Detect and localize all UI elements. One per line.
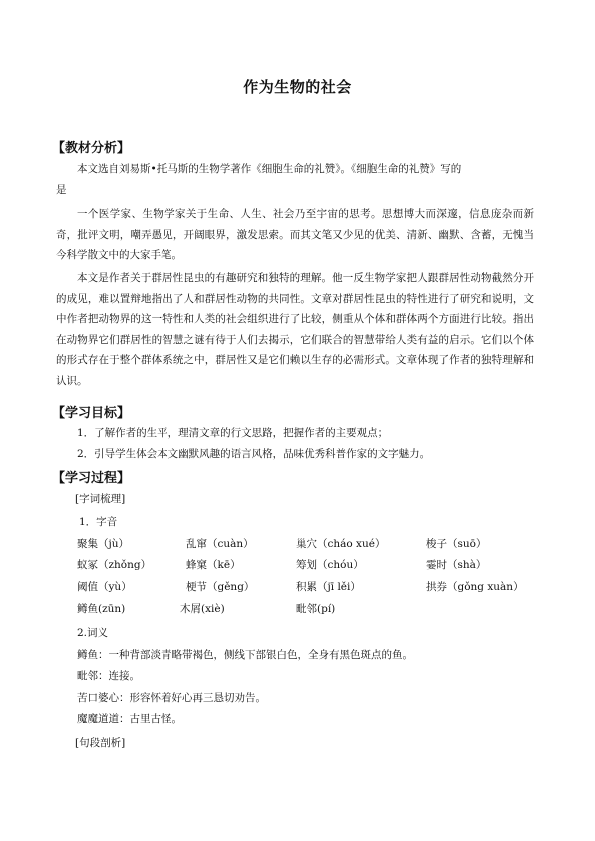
pron-item: 筹划（chóu） xyxy=(296,559,364,571)
pron-item: 积累（jī lěi） xyxy=(296,581,361,593)
pron-item: 拱券（gǒng xuàn） xyxy=(426,581,524,593)
pron-item: 聚集（jù） xyxy=(77,538,130,550)
pronunciation-heading: 1．字音 xyxy=(79,516,118,528)
pron-item: 木屑(xiè) xyxy=(180,603,225,615)
analysis-paragraph-2: 一个医学家、生物学家关于生命、人生、社会乃至宇宙的思考。思想博大而深邃，信息庞杂而新奇，批评文明，嘲弄愚见，开阔眼界，激发思索。而其文笔又少见的优美、清新、幽默、含蓄，无愧当今科学散文中的大家手笔。 xyxy=(56,208,534,262)
analysis-paragraph-1: 本文选自刘易斯•托马斯的生物学著作《细胞生命的礼赞》。《细胞生命的礼赞》写的 xyxy=(77,163,462,175)
pron-item: 蜂窠（kē） xyxy=(186,559,241,571)
section-heading-goals: 【学习目标】 xyxy=(52,406,131,421)
meaning-item: 苦口婆心：形容怀着好心再三恳切劝告。 xyxy=(77,692,266,704)
pron-item: 巢穴（cháo xué） xyxy=(296,538,386,550)
analysis-paragraph-1-cont: 是 xyxy=(56,184,67,196)
pron-item: 梭子（suō） xyxy=(426,538,487,550)
word-study-heading: [字词梳理] xyxy=(75,493,126,505)
analysis-paragraph-3: 本文是作者关于群居性昆虫的有趣研究和独特的理解。他一反生物学家把人跟群居性动物截然分开的成见，难以置辩地指出了人和群居性动物的共同性。文章对群居性昆虫的特性进行了研究和说明，文中作者把动物界的这一特性和人类的社会组织进行了比较，侧重从个体和群体两个方面进行比较。指出在动物界它们群居性的智慧之谜有待于人们去揭示，它们联合的智慧带给人类有益的启示。它们以个体的形式存在于整个群体系统之中，群居性又是它们赖以生存的必需形式。文章体现了作者的独特理解和认识。 xyxy=(56,272,534,387)
meaning-heading: 2.词义 xyxy=(77,627,109,639)
pron-item: 乱窜（cuàn） xyxy=(186,538,254,550)
goal-item: 1．了解作者的生平，理清文章的行文思路，把握作者的主要观点； xyxy=(77,427,389,439)
pron-item: 阈值（yù） xyxy=(77,581,132,593)
sentence-analysis-heading: [句段剖析] xyxy=(75,737,126,749)
meaning-item: 鳟鱼：一种背部淡青略带褐色，侧线下部银白色，全身有黑色斑点的鱼。 xyxy=(77,649,413,661)
meaning-item: 魔魔道道：古里古怪。 xyxy=(77,713,182,725)
pron-item: 梗节（gěng） xyxy=(186,581,255,593)
goal-item: 2．引导学生体会本文幽默风趣的语言风格，品味优秀科普作家的文字魅力。 xyxy=(77,448,431,460)
page-title: 作为生物的社会 xyxy=(243,78,352,96)
pron-item: 鳟鱼(zūn) xyxy=(77,603,126,615)
section-heading-analysis: 【教材分析】 xyxy=(52,141,131,156)
section-heading-process: 【学习过程】 xyxy=(52,471,131,486)
pron-item: 霎时（shà） xyxy=(426,559,487,571)
pron-item: 蚁冢（zhǒng） xyxy=(77,559,152,571)
pron-item: 毗邻(pí) xyxy=(296,603,336,615)
meaning-item: 毗邻：连接。 xyxy=(77,670,140,682)
